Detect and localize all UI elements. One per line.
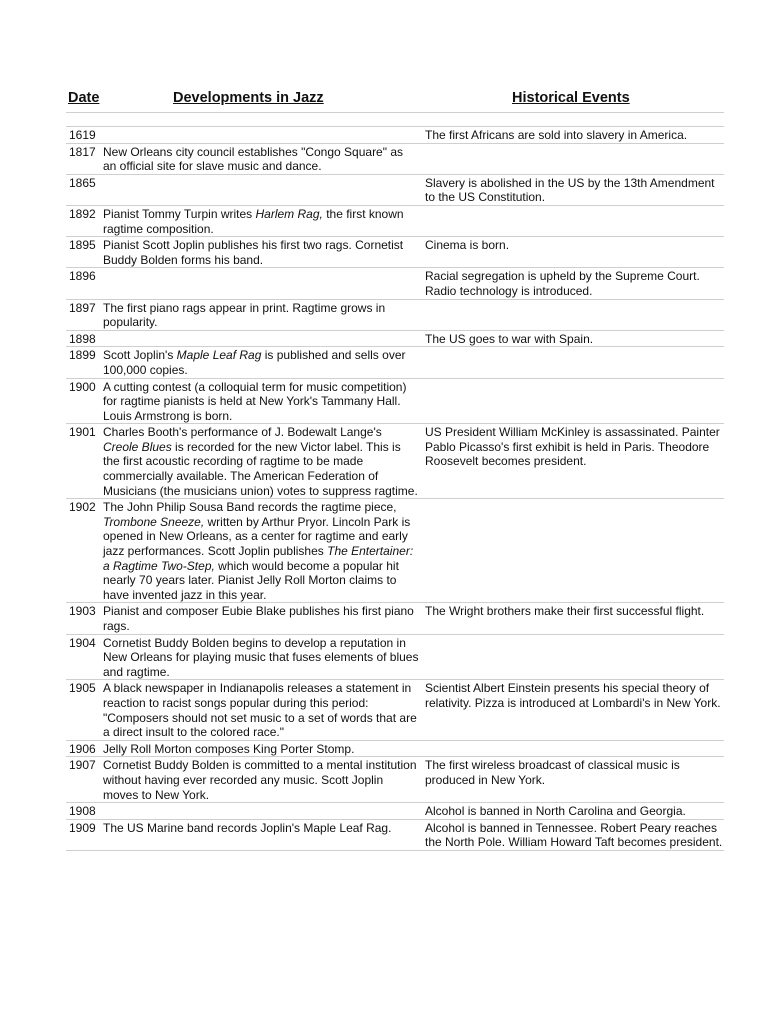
table-row: [66, 206, 724, 237]
table-row: [66, 499, 724, 603]
table-row: [66, 237, 724, 268]
development-cell: [103, 758, 419, 802]
italic-title-text: Creole Blues: [103, 439, 172, 454]
table-row: [66, 127, 724, 144]
table-row: [66, 603, 724, 634]
development-cell: [103, 500, 419, 602]
development-cell: [103, 380, 419, 424]
italic-title-text: Maple Leaf Rag: [176, 348, 262, 363]
development-text: Scott Joplin's: [103, 348, 177, 363]
jazz-timeline-document: [66, 88, 724, 851]
year-cell: 1897: [69, 300, 96, 315]
italic-title-text: The Entertainer: a Ragtime Two-Step,: [103, 544, 414, 573]
year-cell: 1898: [69, 331, 96, 346]
development-cell: [103, 425, 419, 498]
table-row: [66, 347, 724, 378]
development-text: which would become a popular hit nearly 70 years later. Pianist Jelly Roll Morton claims to have invented jazz in this year.: [103, 558, 399, 602]
historical-event-cell: [425, 742, 725, 757]
developments-heading: Developments in Jazz: [173, 90, 324, 106]
development-text: The John Philip Sousa Band records the ragtime piece,: [103, 500, 397, 515]
table-row: [66, 175, 724, 206]
development-cell: [103, 176, 419, 205]
development-cell: [103, 742, 419, 757]
development-text: Pianist Tommy Turpin writes: [103, 206, 256, 221]
timeline-rows: [66, 127, 724, 851]
table-header: [66, 88, 724, 113]
year-cell: 1817: [69, 144, 96, 159]
development-cell: [103, 604, 419, 633]
historical-event-cell: Alcohol is banned in Tennessee. Robert Peary reaches the North Pole. William Howard Taft becomes president.: [425, 820, 723, 850]
development-text: Pianist Scott Joplin publishes his first two rags. Cornetist Buddy Bolden forms his band.: [103, 238, 404, 267]
development-cell: [103, 636, 419, 680]
development-text: Pianist and composer Eubie Blake publishes his first piano rags.: [103, 604, 414, 633]
year-cell: 1900: [69, 379, 96, 394]
table-row: [66, 331, 724, 348]
historical-event-cell: Alcohol is banned in North Carolina and Georgia.: [425, 804, 686, 819]
development-cell: [103, 348, 419, 377]
table-row: [66, 757, 724, 803]
development-cell: [103, 238, 419, 267]
development-text: is published and sells over 100,000 copies.: [103, 348, 406, 377]
historical-event-cell: The US goes to war with Spain.: [425, 331, 594, 346]
historical-event-cell: Racial segregation is upheld by the Supreme Court. Radio technology is introduced.: [425, 269, 700, 298]
date-heading: Date: [68, 90, 100, 106]
year-cell: 1909: [69, 820, 96, 835]
development-text: A cutting contest (a colloquial term for music competition) for ragtime pianists is held at New York's Tammany Hall. Louis Armstrong is born.: [103, 379, 407, 423]
historical-event-cell: The first Africans are sold into slavery in America.: [425, 128, 688, 142]
year-cell: 1902: [69, 500, 96, 515]
development-cell: [103, 145, 419, 174]
table-row: [66, 268, 724, 299]
table-row: [66, 379, 724, 425]
historical-event-cell: [425, 301, 725, 330]
historical-event-cell: The Wright brothers make their first successful flight.: [425, 604, 705, 619]
table-row: [66, 741, 724, 758]
development-cell: [103, 681, 419, 739]
development-text: written by Arthur Pryor. Lincoln Park is opened in New Orleans, as a center for ragtime and early jazz performances. Scott Joplin publishes: [103, 514, 411, 559]
development-text: the first known ragtime composition.: [103, 206, 404, 236]
table-row: [66, 144, 724, 175]
table-row: [66, 424, 724, 499]
year-cell: 1619: [69, 128, 96, 142]
development-cell: [103, 207, 419, 236]
development-text: Jelly Roll Morton composes King Porter Stomp.: [103, 741, 355, 756]
year-cell: 1907: [69, 758, 96, 773]
year-cell: 1903: [69, 604, 96, 619]
development-text: The US Marine band records Joplin's Maple Leaf Rag.: [103, 820, 392, 835]
year-cell: 1892: [69, 206, 96, 221]
development-text: New Orleans city council establishes "Congo Square" as an official site for slave music and dance.: [103, 144, 403, 174]
development-cell: [103, 269, 419, 298]
historical-event-cell: Scientist Albert Einstein presents his special theory of relativity. Pizza is introduced at Lombardi's in New York.: [425, 681, 721, 710]
historical-event-cell: [425, 500, 725, 602]
historical-event-cell: [425, 145, 725, 174]
year-cell: 1904: [69, 635, 96, 650]
historical-event-cell: [425, 207, 725, 236]
italic-title-text: Harlem Rag,: [255, 206, 323, 221]
year-cell: 1895: [69, 238, 96, 253]
development-text: A black newspaper in Indianapolis releases a statement in reaction to racist songs popular during this period: "Composers should not set music to a set of words that are a direct insult to the colored race.": [103, 681, 417, 740]
historical-event-cell: [425, 348, 725, 377]
table-row: [66, 680, 724, 740]
development-text: Cornetist Buddy Bolden is committed to a mental institution without having ever recorded any music. Scott Joplin moves to New York.: [103, 758, 417, 802]
year-cell: 1865: [69, 175, 96, 190]
table-row: [66, 635, 724, 681]
historical-event-cell: [425, 636, 725, 680]
historical-event-cell: [425, 380, 725, 424]
historical-event-cell: US President William McKinley is assassinated. Painter Pablo Picasso's first exhibit is held in Paris. Theodore Roosevelt becomes president.: [425, 425, 720, 469]
development-text: Cornetist Buddy Bolden begins to develop a reputation in New Orleans for playing music that fuses elements of blues and ragtime.: [103, 635, 419, 679]
development-cell: [103, 301, 419, 330]
development-cell: [103, 821, 419, 850]
development-cell: [103, 804, 419, 819]
historical-event-cell: Cinema is born.: [425, 238, 510, 253]
development-cell: [103, 332, 419, 347]
year-cell: 1905: [69, 681, 96, 696]
year-cell: 1901: [69, 425, 96, 440]
year-cell: 1906: [69, 741, 96, 756]
development-text: is recorded for the new Victor label. This is the first acoustic recording of ragtime to be made commercially available. The American Federation of Musicians (the musicians union) votes to suppress ragtime.: [103, 439, 418, 498]
header-spacer-row: [66, 113, 724, 127]
historical-heading: Historical Events: [512, 90, 630, 106]
year-cell: 1896: [69, 269, 96, 284]
table-row: [66, 820, 724, 851]
development-text: The first piano rags appear in print. Ragtime grows in popularity.: [103, 300, 386, 330]
italic-title-text: Trombone Sneeze,: [103, 514, 205, 529]
development-text: Charles Booth's performance of J. Bodewalt Lange's: [103, 425, 382, 440]
historical-event-cell: The first wireless broadcast of classical music is produced in New York.: [425, 758, 680, 787]
year-cell: 1899: [69, 348, 96, 363]
development-cell: [103, 128, 419, 143]
historical-event-cell: Slavery is abolished in the US by the 13th Amendment to the US Constitution.: [425, 175, 715, 205]
table-row: [66, 803, 724, 820]
table-row: [66, 300, 724, 331]
year-cell: 1908: [69, 804, 96, 819]
